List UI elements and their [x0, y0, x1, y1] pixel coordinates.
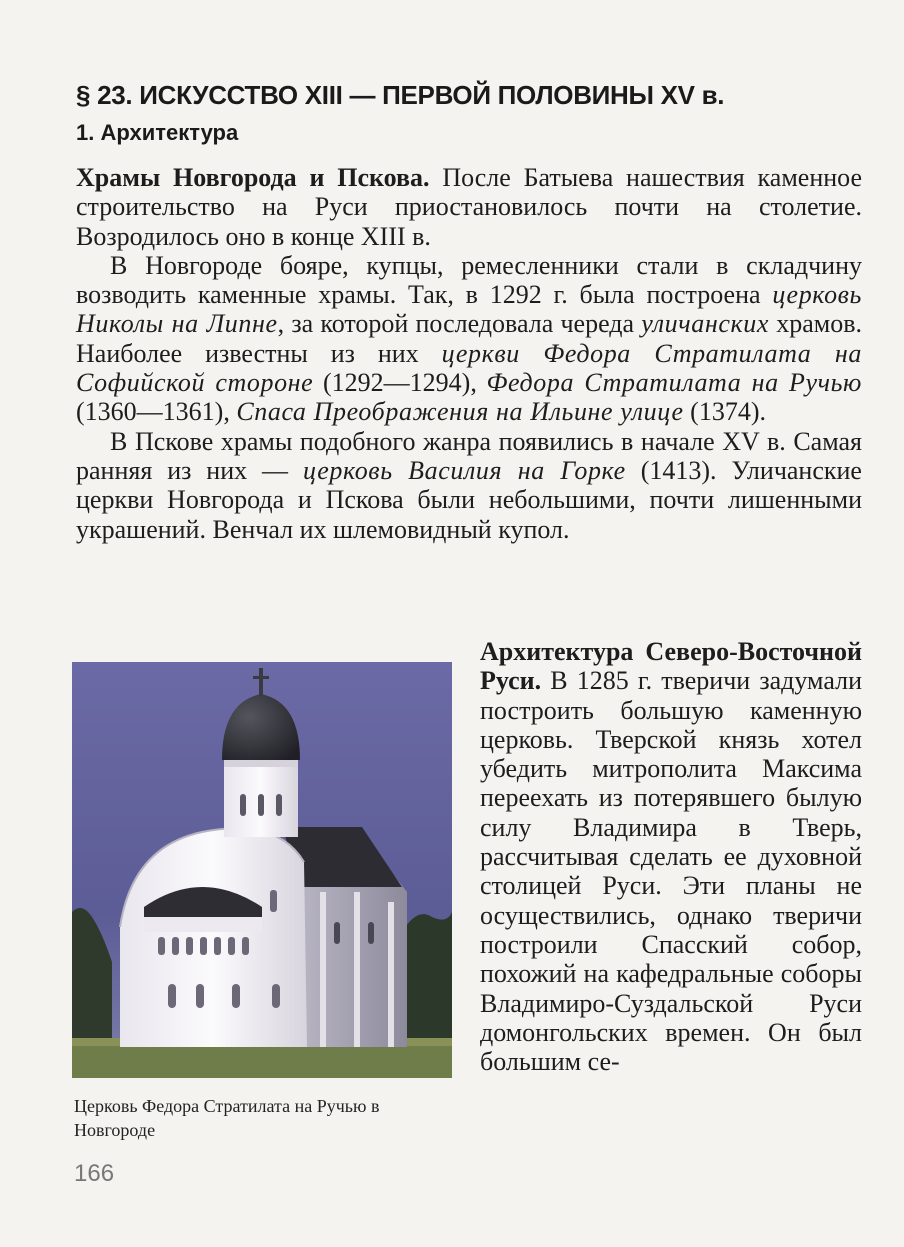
text-span: В Пскове храмы подобного жанра появились в начале XV в. Самая ранняя из них — — [76, 426, 862, 485]
paragraph-lead: Архитектура Северо-Восточной Руси. — [480, 637, 862, 696]
paragraph-novgorod-pskov-intro — [76, 163, 862, 251]
text-span: (1360—1361), — [76, 397, 237, 427]
church-name: церковь Николы на Липне — [76, 280, 862, 339]
section-heading: § 23. ИСКУССТВО XIII — ПЕРВОЙ ПОЛОВИНЫ XV в. — [76, 80, 725, 110]
paragraph-novgorod-churches — [76, 251, 862, 427]
page-number: 166 — [74, 1160, 115, 1187]
text-span: , за которой последовала череда — [277, 309, 642, 339]
church-name: церкви Федора Стратилата на Софийской стороне — [76, 338, 863, 398]
paragraph-north-east-rus — [480, 637, 862, 1076]
paragraph-pskov-churches — [76, 427, 862, 544]
text-span: (1292—1294), — [313, 368, 487, 398]
term: уличанских — [641, 309, 769, 339]
right-column-text — [480, 637, 862, 1076]
church-photo — [72, 662, 452, 1078]
text-span: В Новгороде бояре, купцы, ремесленники стали в складчину возводить каменные храмы. Так, в 1292 г. была построена — [76, 250, 862, 310]
main-text — [76, 163, 862, 544]
paragraph-text: После Батыева нашествия каменное строительство на Руси приостановилось почти на столетие. Возродилось оно в конце XIII в. — [76, 163, 862, 251]
subsection-heading: 1. Архитектура — [76, 120, 239, 145]
text-span: (1374). — [683, 397, 766, 427]
text-span: храмов. Наиболее известны из них — [76, 309, 862, 368]
paragraph-lead: Храмы Новгорода и Пскова. — [76, 163, 430, 192]
church-illustration — [72, 662, 452, 1078]
church-name: церковь Василия на Горке — [302, 455, 626, 485]
church-name: Федора Стратилата на Ручью — [486, 368, 862, 398]
text-span: (1413). Уличанские церкви Новгорода и Пскова были небольшими, почти лишенными украшений. Венчал их шлемовидный купол. — [76, 455, 862, 544]
paragraph-text: В 1285 г. тверичи задумали построить большую каменную церковь. Тверской князь хотел убедить митрополита Максима переехать из потерявшего былую силу Владимира в Тверь, рассчитывая сделать ее духовной столицей Руси. Эти планы не осуществились, однако тверичи построили Спасский собор, похожий на кафедральные соборы Владимиро-Суздальской Руси домонгольских времен. Он был большим се- — [480, 666, 862, 1077]
church-name: Спаса Преображения на Ильине улице — [236, 397, 684, 427]
figure-caption: Церковь Федора Стратилата на Ручью в Новгороде — [74, 1096, 380, 1140]
